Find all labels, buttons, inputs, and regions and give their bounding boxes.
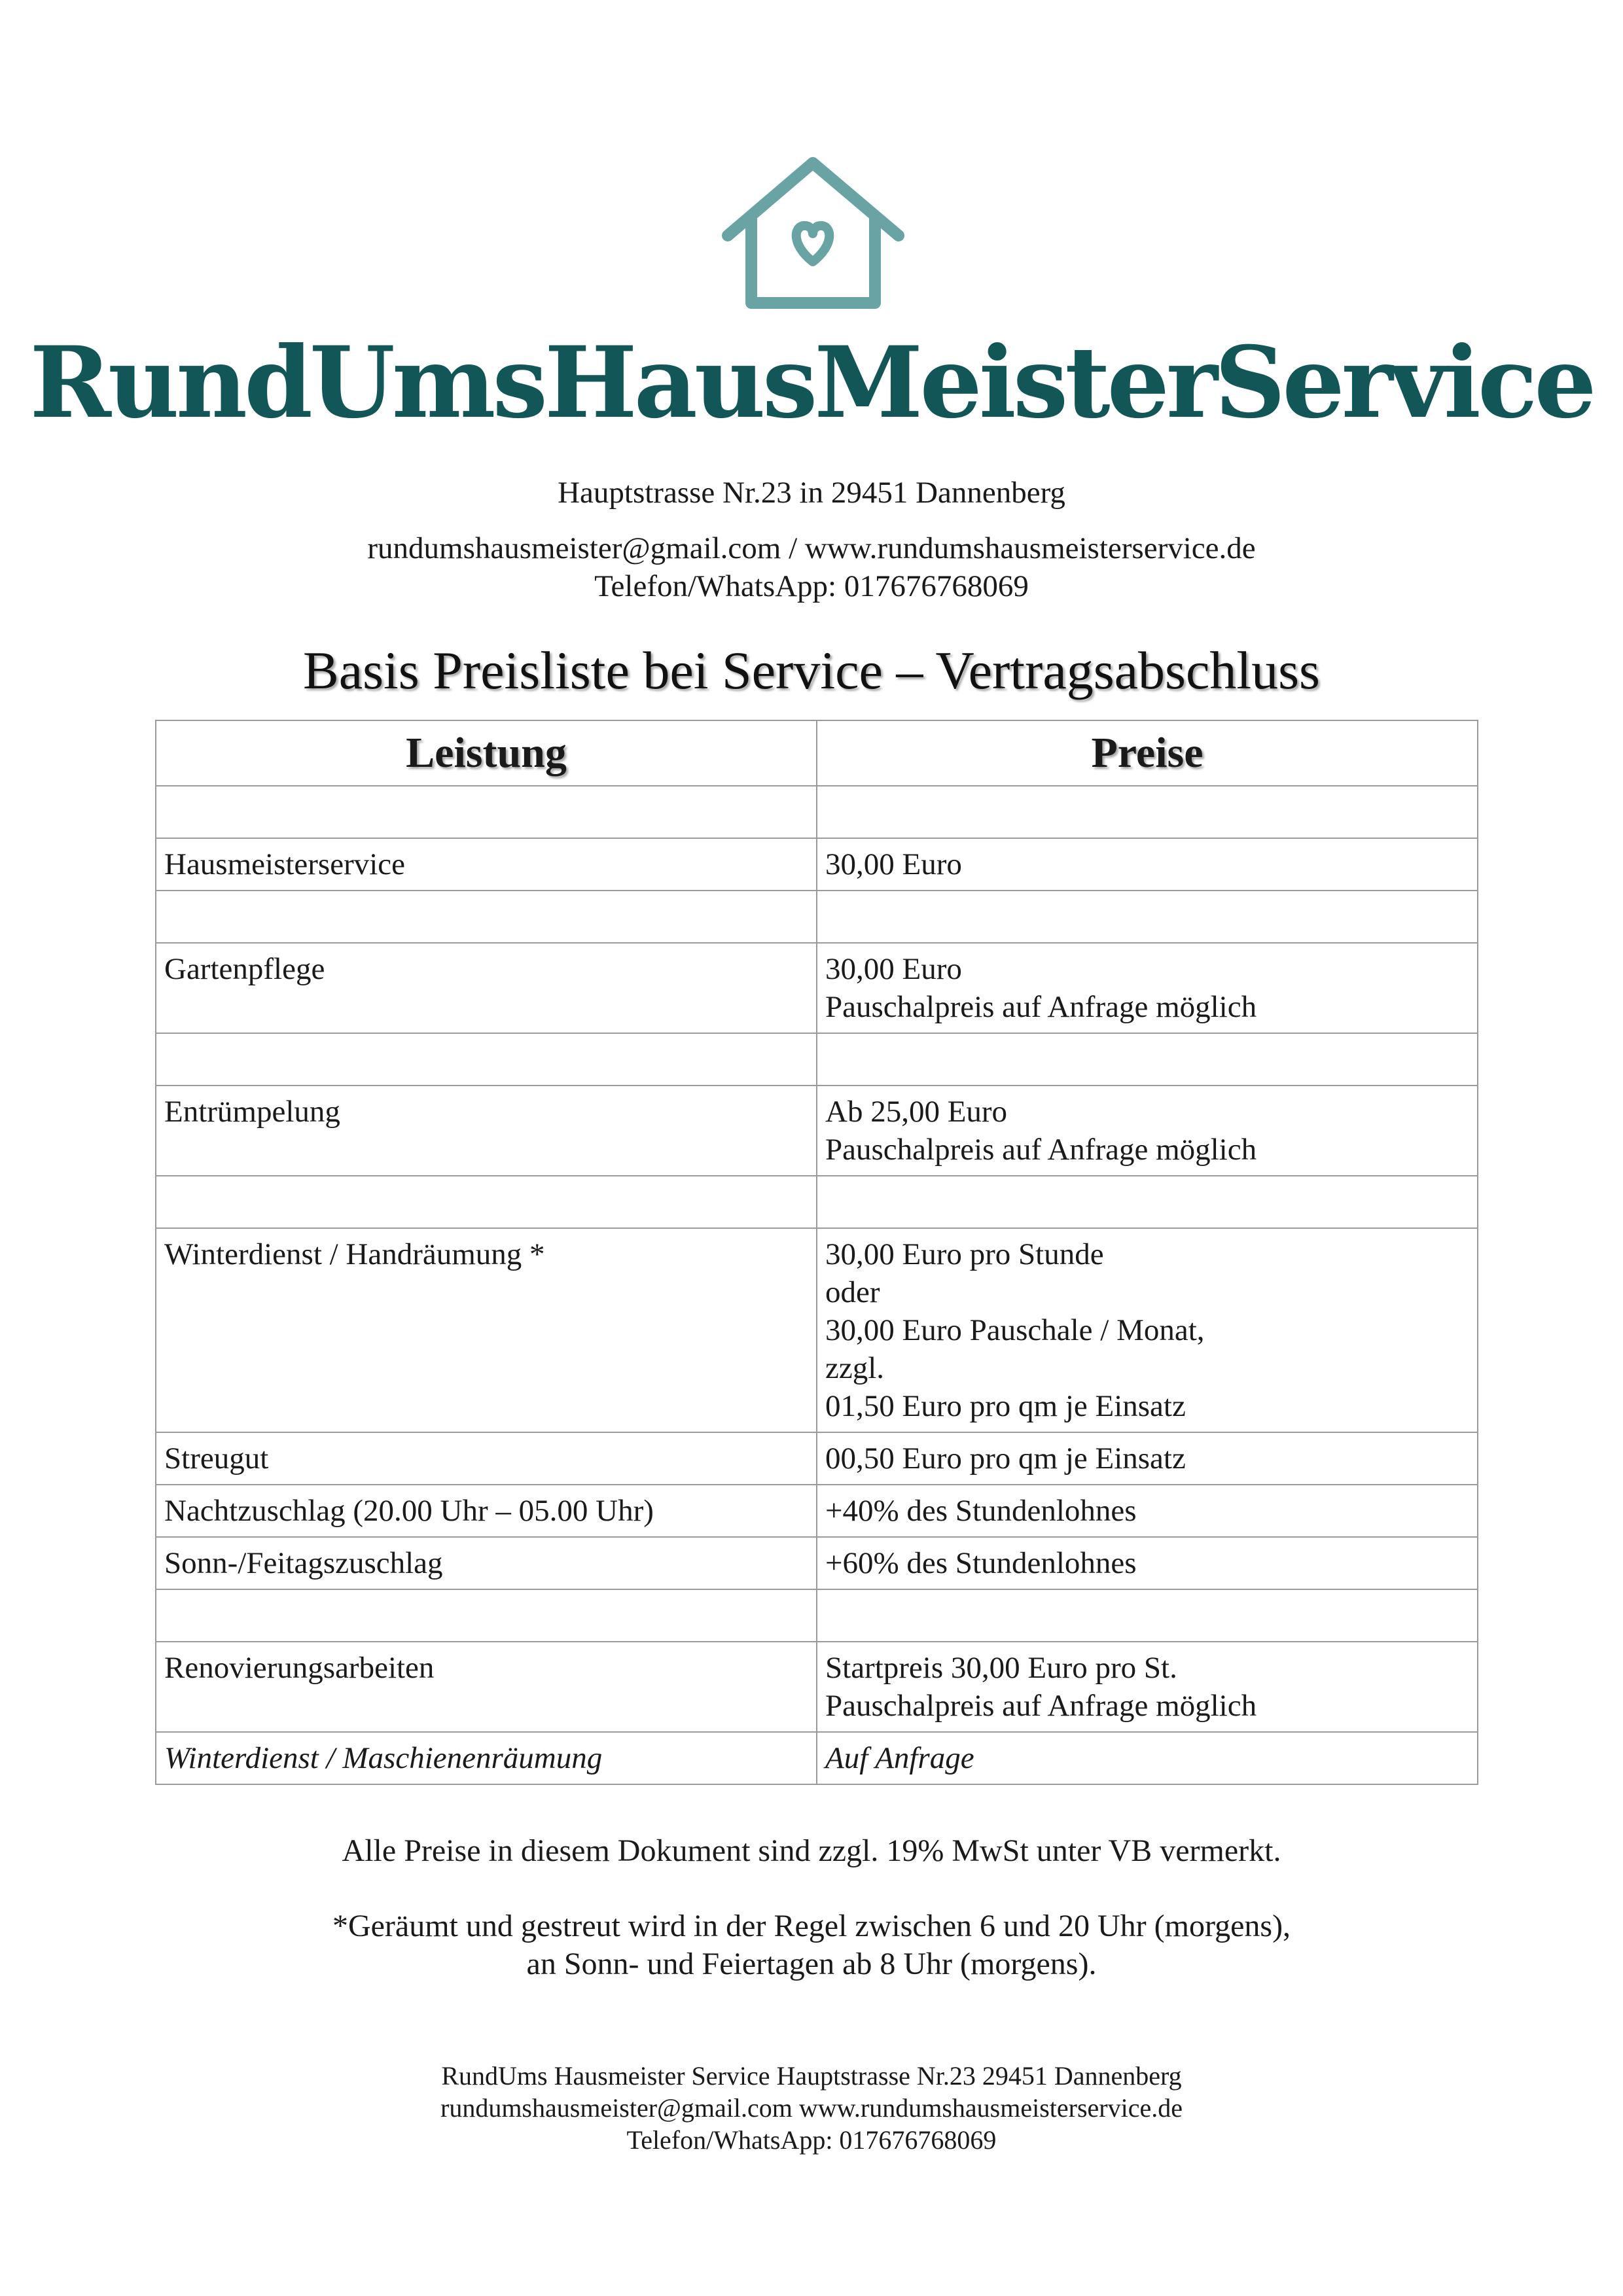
table-row [156, 1732, 1478, 1784]
price-line: Auf Anfrage [825, 1741, 974, 1775]
price-line: 30,00 Euro [825, 847, 962, 881]
price-line: Ab 25,00 Euro [825, 1095, 1008, 1129]
table-row [156, 943, 1478, 1033]
price-table [155, 720, 1478, 1785]
table-row [156, 786, 1478, 838]
table-row [156, 838, 1478, 891]
price-line: oder [825, 1275, 880, 1309]
footer-phone: Telefon/WhatsApp: 017676768069 [626, 2125, 997, 2155]
price-cell [817, 1732, 1478, 1784]
phone-line: Telefon/WhatsApp: 017676768069 [594, 569, 1029, 603]
price-cell [817, 838, 1478, 891]
service-cell: Nachtzuschlag (20.00 Uhr – 05.00 Uhr) [156, 1485, 817, 1537]
table-row [156, 1537, 1478, 1589]
footer-address: RundUms Hausmeister Service Hauptstrasse Nr.23 29451 Dannenberg [441, 2061, 1182, 2091]
schedule-note-line2: an Sonn- und Feiertagen ab 8 Uhr (morgens). [526, 1947, 1097, 1981]
price-cell [817, 1228, 1478, 1432]
table-row [156, 1432, 1478, 1485]
price-line: 30,00 Euro [825, 952, 962, 986]
brand-name: RundUmsHausMeisterService [29, 325, 1594, 440]
service-cell: Streugut [156, 1432, 817, 1485]
price-cell [817, 1086, 1478, 1176]
price-cell [817, 1485, 1478, 1537]
price-cell [817, 1589, 1478, 1642]
price-cell [817, 1176, 1478, 1228]
price-cell [817, 786, 1478, 838]
table-row [156, 1589, 1478, 1642]
price-cell [817, 1432, 1478, 1485]
column-header-price: Preise [817, 720, 1478, 786]
price-line: +40% des Stundenlohnes [825, 1494, 1137, 1528]
service-cell: Gartenpflege [156, 943, 817, 1033]
table-row [156, 1176, 1478, 1228]
price-line: Pauschalpreis auf Anfrage möglich [825, 1133, 1257, 1167]
table-row [156, 1086, 1478, 1176]
email-web-line: rundumshausmeister@gmail.com / www.rundumshausmeisterservice.de [367, 531, 1256, 565]
price-line: 00,50 Euro pro qm je Einsatz [825, 1441, 1186, 1475]
price-cell [817, 943, 1478, 1033]
address-line: Hauptstrasse Nr.23 in 29451 Dannenberg [558, 476, 1065, 510]
table-row [156, 1033, 1478, 1086]
vat-note: Alle Preise in diesem Dokument sind zzgl. 19% MwSt unter VB vermerkt. [342, 1833, 1281, 1868]
table-row [156, 1642, 1478, 1732]
table-header-row [156, 720, 1478, 786]
table-row [156, 1485, 1478, 1537]
service-cell: Entrümpelung [156, 1086, 817, 1176]
service-cell: Winterdienst / Maschienenräumung [156, 1732, 817, 1784]
service-cell: Sonn-/Feitagszuschlag [156, 1537, 817, 1589]
house-heart-icon [720, 154, 906, 311]
service-cell [156, 1033, 817, 1086]
price-line: Pauschalpreis auf Anfrage möglich [825, 990, 1257, 1024]
column-header-service: Leistung [156, 720, 817, 786]
price-line: Startpreis 30,00 Euro pro St. [825, 1651, 1177, 1685]
service-cell: Renovierungsarbeiten [156, 1642, 817, 1732]
price-line: 30,00 Euro Pauschale / Monat, [825, 1313, 1205, 1347]
price-cell [817, 1642, 1478, 1732]
table-row [156, 1228, 1478, 1432]
price-cell [817, 1537, 1478, 1589]
schedule-note-line1: *Geräumt und gestreut wird in der Regel zwischen 6 und 20 Uhr (morgens), [332, 1909, 1291, 1943]
price-line: 01,50 Euro pro qm je Einsatz [825, 1389, 1186, 1423]
service-cell [156, 786, 817, 838]
table-row [156, 891, 1478, 943]
service-cell [156, 1589, 817, 1642]
price-line: zzgl. [825, 1351, 885, 1385]
price-cell [817, 1033, 1478, 1086]
footer-website-link[interactable]: www.rundumshausmeisterservice.de [798, 2093, 1183, 2123]
service-cell: Hausmeisterservice [156, 838, 817, 891]
price-line: +60% des Stundenlohnes [825, 1546, 1137, 1580]
footer-links [0, 2092, 1623, 2124]
page-title: Basis Preisliste bei Service – Vertragsabschluss [303, 641, 1320, 700]
price-line: 30,00 Euro pro Stunde [825, 1237, 1104, 1271]
service-cell [156, 1176, 817, 1228]
footer-email-link[interactable]: rundumshausmeister@gmail.com [440, 2093, 793, 2123]
price-cell [817, 891, 1478, 943]
service-cell: Winterdienst / Handräumung * [156, 1228, 817, 1432]
price-line: Pauschalpreis auf Anfrage möglich [825, 1689, 1257, 1723]
service-cell [156, 891, 817, 943]
